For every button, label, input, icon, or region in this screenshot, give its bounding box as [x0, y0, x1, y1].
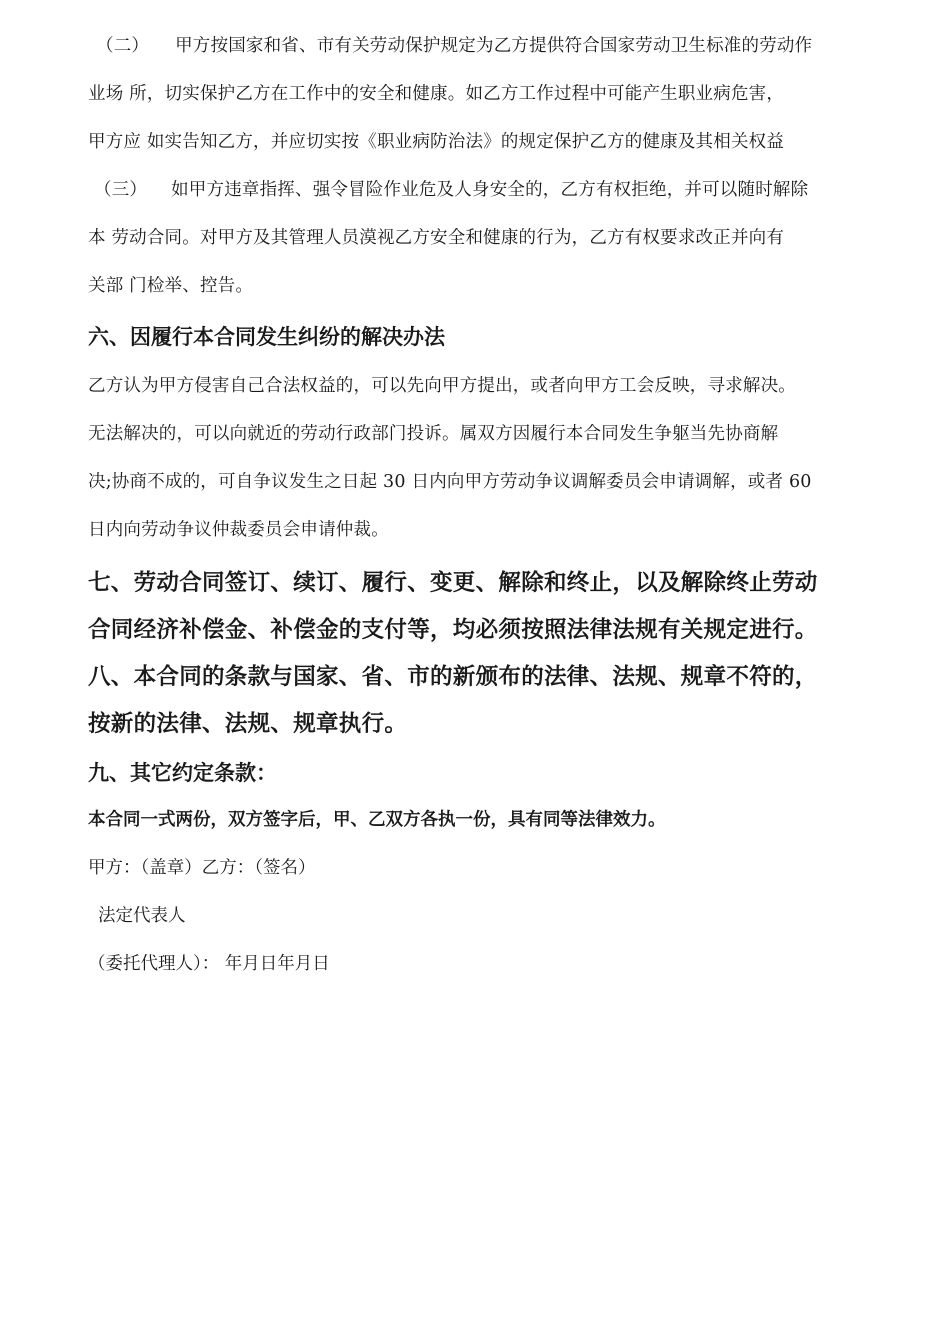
section-6-line-3: 决;协商不成的，可自争议发生之日起 30 日内向甲方劳动争议调解委员会申请调解，或者 60: [88, 472, 812, 492]
section-9-heading: 九、其它约定条款：: [88, 761, 277, 785]
section-8-line-1: 八、本合同的条款与国家、省、市的新颁布的法律、法规、规章不符的，: [88, 664, 818, 690]
signature-parties: 甲方：（盖章）乙方：（签名）: [88, 858, 316, 878]
clause-marker: （三）: [94, 180, 148, 200]
clause-text: 如甲方违章指挥、强令冒险作业危及人身安全的，乙方有权拒绝，并可以随时解除: [171, 180, 809, 200]
section-6-line-2: 无法解决的，可以向就近的劳动行政部门投诉。属双方因履行本合同发生争躯当先协商解: [88, 424, 779, 444]
clause-5-2-line-1: [88, 22, 858, 70]
section-6-line-1: 乙方认为甲方侵害自己合法权益的，可以先向甲方提出，或者向甲方工会反映，寻求解决。: [88, 376, 796, 396]
section-6-heading: 六、因履行本合同发生纠纷的解决办法: [88, 325, 445, 349]
section-7-line-1: 七、劳动合同签订、续订、履行、变更、解除和终止，以及解除终止劳动: [88, 570, 818, 596]
contract-page: [88, 22, 858, 988]
clause-text: 甲方按国家和省、市有关劳动保护规定为乙方提供符合国家劳动卫生标准的劳动作: [175, 36, 813, 56]
signature-legal-rep: 法定代表人: [98, 906, 186, 926]
section-8-line-2: 按新的法律、法规、规章执行。: [88, 711, 408, 737]
clause-5-3-line-3: 关部 门检举、控告。: [88, 276, 254, 296]
clause-5-2-line-3: 甲方应 如实告知乙方，并应切实按《职业病防治法》的规定保护乙方的健康及其相关权益: [88, 132, 785, 152]
clause-marker: （二）: [96, 36, 150, 56]
clause-5-3-line-2: 本 劳动合同。对甲方及其管理人员漠视乙方安全和健康的行为，乙方有权要求改正并向有: [88, 228, 785, 248]
section-9-copies: 本合同一式两份，双方签字后，甲、乙双方各执一份，具有同等法律效力。: [88, 810, 666, 830]
signature-agent-date: （委托代理人）： 年月日年月日: [88, 954, 330, 974]
clause-5-3-line-1: [88, 166, 858, 214]
clause-5-2-line-2: 业场 所，切实保护乙方在工作中的安全和健康。如乙方工作过程中可能产生职业病危害，: [88, 84, 785, 104]
section-6-line-4: 日内向劳动争议仲裁委员会申请仲裁。: [88, 520, 389, 540]
section-7-line-2: 合同经济补偿金、补偿金的支付等，均必须按照法律法规有关规定进行。: [88, 617, 818, 643]
